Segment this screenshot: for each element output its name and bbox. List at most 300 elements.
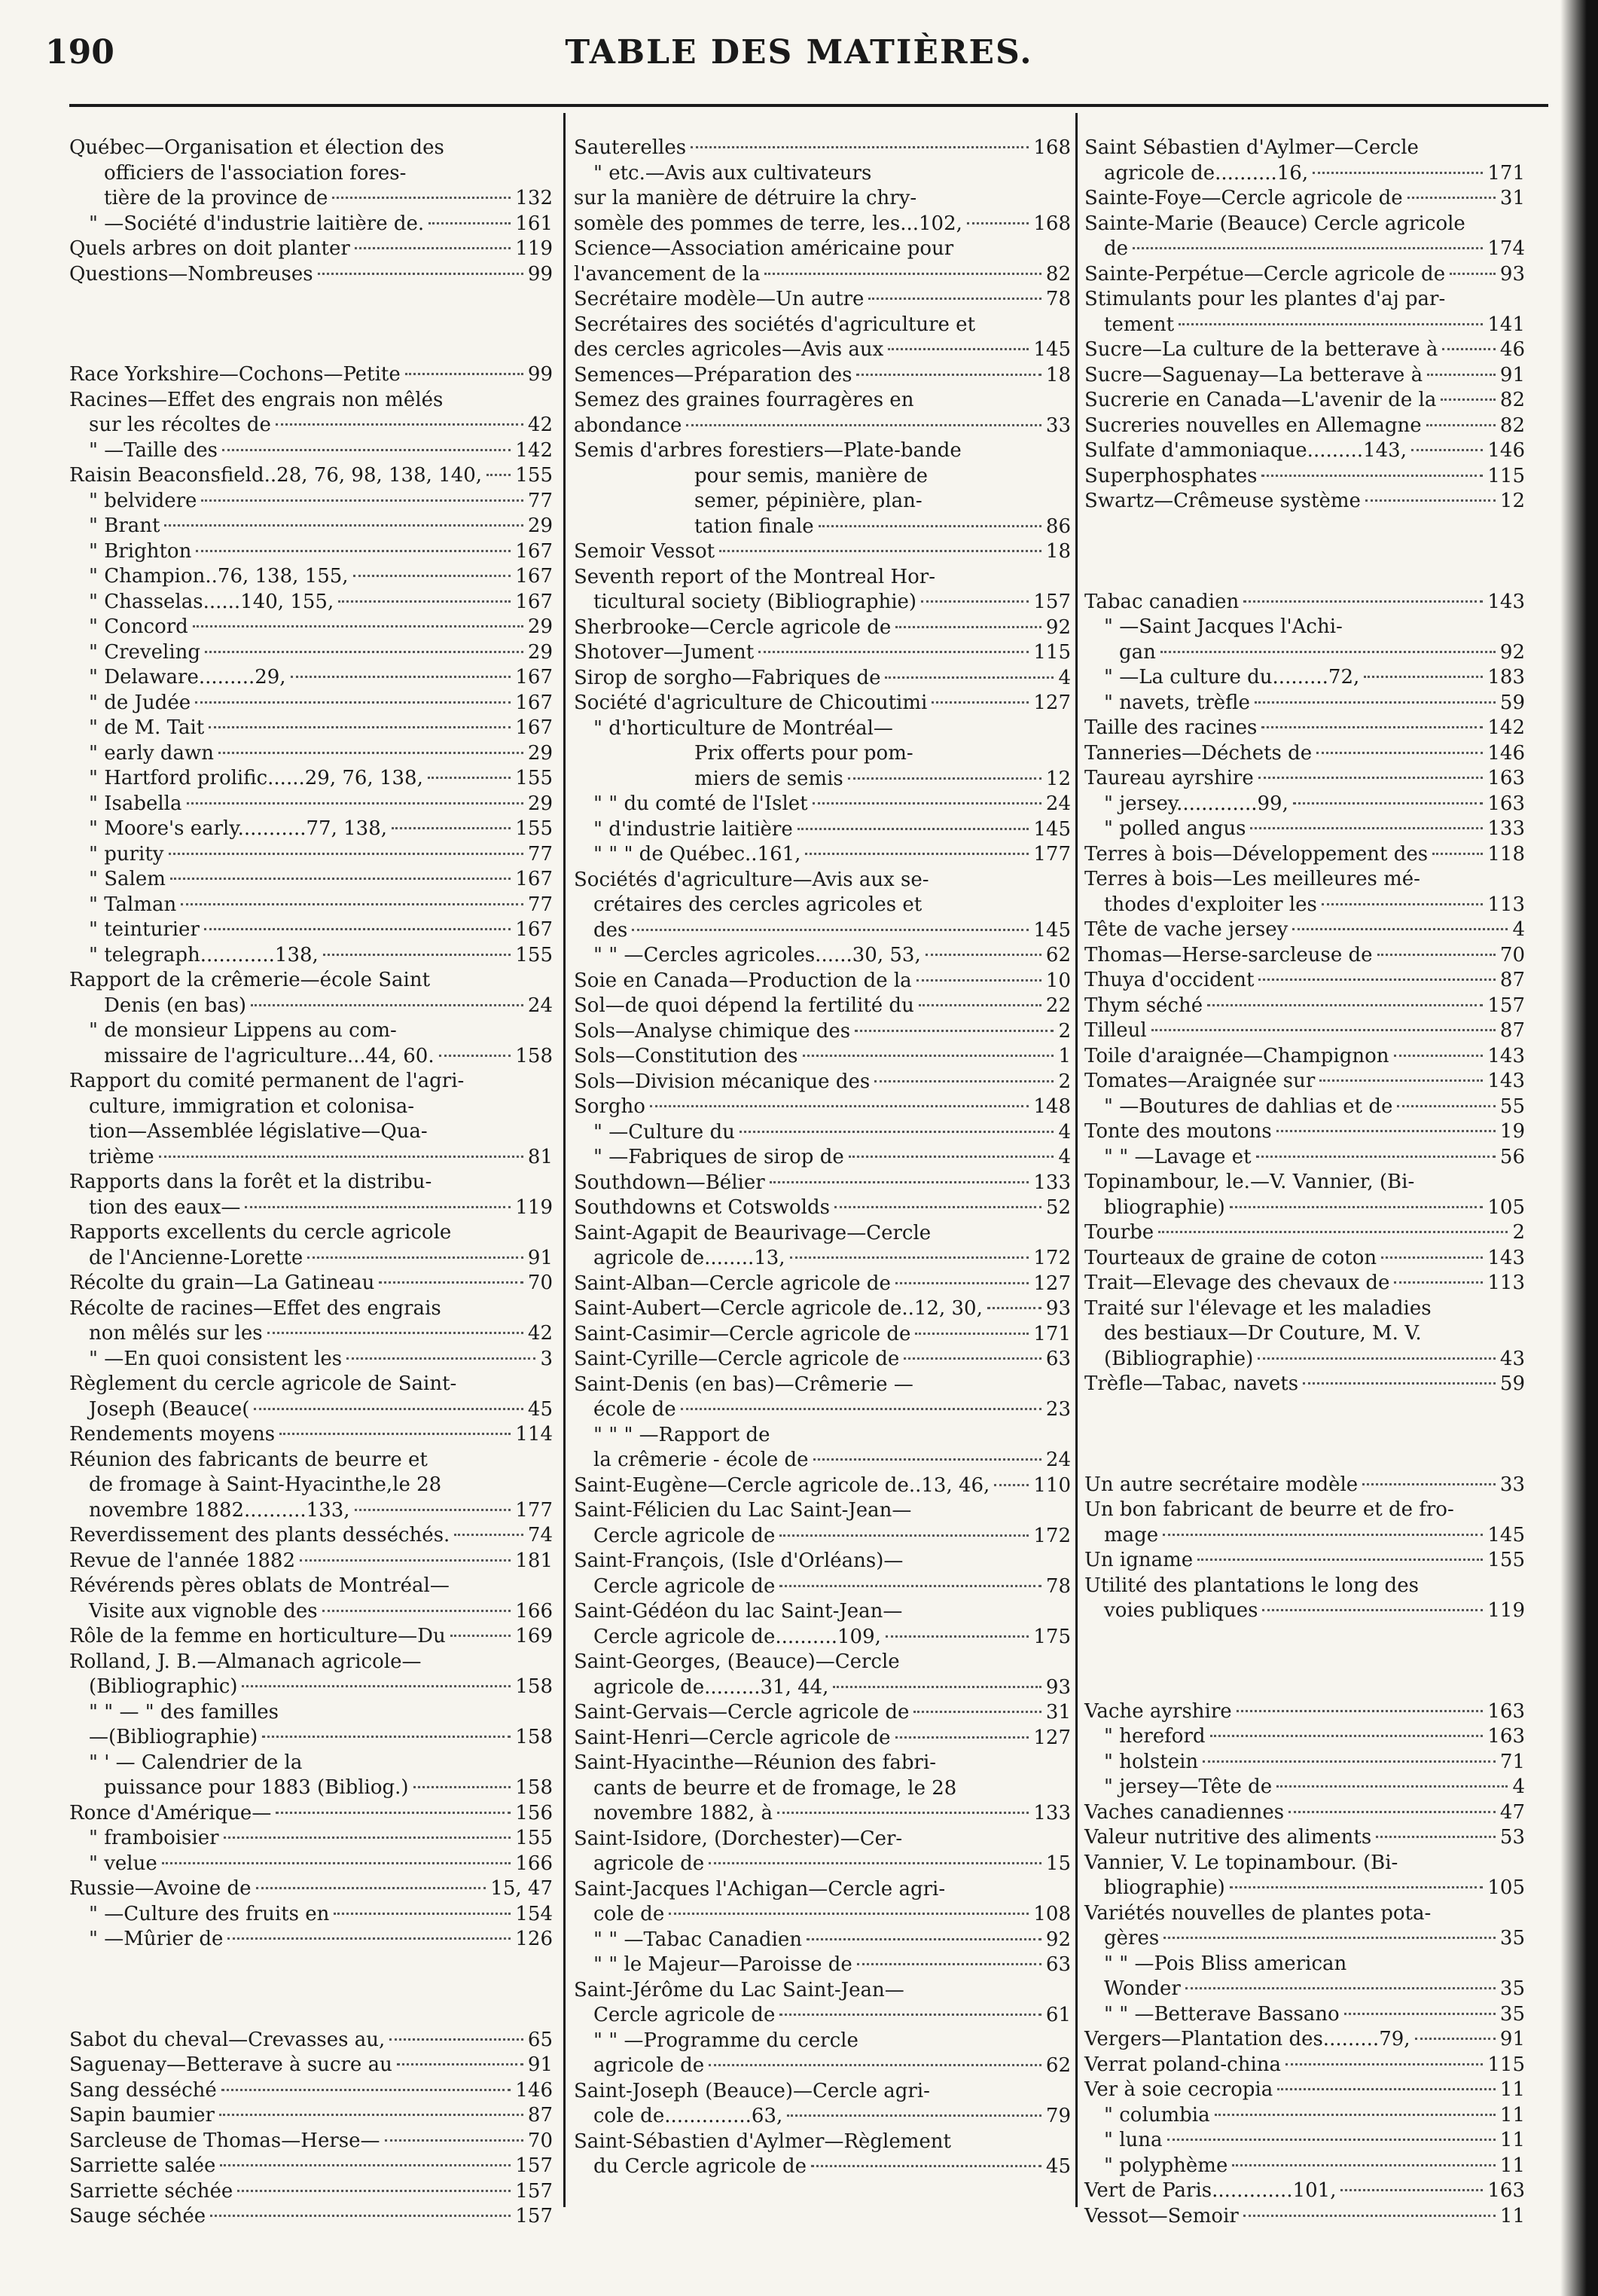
dot-leader	[1415, 2038, 1496, 2040]
entry-text: Sucreries nouvelles en Allemagne	[1084, 414, 1422, 437]
entry-text: bliographie)	[1104, 1195, 1225, 1219]
dot-leader	[1250, 827, 1483, 829]
entry-text: " " " —Rapport de	[593, 1423, 770, 1446]
entry-text: Rôle de la femme en horticulture—Du	[69, 1625, 446, 1647]
index-entry	[1084, 968, 1525, 994]
dot-leader	[1365, 499, 1496, 502]
entry-text: " —Mûrier de	[89, 1928, 224, 1950]
index-entry	[1084, 1598, 1525, 1624]
dot-leader	[813, 802, 1041, 805]
index-entry	[574, 1498, 1071, 1524]
entry-text: Saint-Hyacinthe—Réunion des fabri-	[574, 1751, 937, 1774]
entry-text: " velue	[89, 1852, 157, 1875]
page-reference: 146	[1487, 741, 1525, 765]
page-reference: 29	[527, 741, 553, 765]
index-entry	[1084, 438, 1525, 464]
page-reference: 92	[1045, 1928, 1071, 1951]
dot-leader	[164, 524, 523, 527]
page-reference: 110	[1033, 1473, 1071, 1497]
index-entry	[574, 943, 1071, 969]
dot-leader	[1256, 1156, 1496, 1158]
entry-text: Terres à bois—Les meilleures mé-	[1084, 868, 1420, 890]
entry-text: " polled angus	[1104, 817, 1246, 840]
page-reference: 105	[1487, 1195, 1525, 1219]
page-reference: 127	[1033, 692, 1071, 714]
index-entry	[69, 1448, 553, 1473]
index-entry	[1084, 212, 1525, 237]
page-reference: 82	[1499, 414, 1525, 437]
entry-text: (Bibliographic)	[89, 1675, 238, 1698]
page-reference: 18	[1045, 363, 1071, 386]
section-gap	[1084, 1624, 1525, 1699]
entry-text: des cercles agricoles—Avis aux	[574, 338, 884, 361]
page-reference: 145	[1033, 338, 1071, 361]
entry-text: Secrétaire modèle—Un autre	[574, 288, 865, 310]
index-entry	[69, 2078, 553, 2104]
page-reference: 127	[1033, 1726, 1071, 1749]
dot-leader	[209, 726, 511, 728]
page-reference: 167	[515, 539, 553, 563]
dot-leader	[1362, 1483, 1496, 1485]
entry-text: Raisin Beaconsfield..28, 76, 98, 138, 140,	[69, 464, 483, 487]
dot-leader	[1411, 449, 1483, 451]
dot-leader	[1167, 2139, 1496, 2141]
index-entry	[1084, 388, 1525, 414]
dot-leader	[787, 2114, 1041, 2117]
entry-text: la crêmerie - école de	[593, 1449, 809, 1471]
entry-text: —(Bibliographie)	[89, 1726, 258, 1748]
entry-text: Thym séché	[1084, 994, 1203, 1017]
page-reference: 167	[515, 565, 553, 588]
entry-text: Saint-François, (Isle d'Orléans)—	[574, 1549, 904, 1572]
entry-text: Tanneries—Déchets de	[1084, 741, 1313, 765]
index-entry	[69, 1902, 553, 1928]
entry-text: Rapports dans la forêt et la distribu-	[69, 1171, 432, 1193]
entry-text: Sang desséché	[69, 2078, 217, 2102]
index-entry	[69, 2028, 553, 2053]
page-reference: 43	[1499, 1347, 1525, 1370]
index-entry	[574, 868, 1071, 893]
entry-text: des	[593, 918, 628, 942]
dot-leader	[913, 1711, 1041, 1713]
page-reference: 63	[1045, 1348, 1071, 1370]
entry-text: Révérends pères oblats de Montréal—	[69, 1574, 450, 1597]
dot-leader	[291, 676, 511, 678]
page-reference: 70	[527, 1272, 553, 1294]
dot-leader	[276, 423, 523, 426]
dot-leader	[428, 777, 511, 779]
index-entry	[574, 792, 1071, 817]
entry-text: mage	[1104, 1523, 1159, 1546]
index-entry	[574, 1625, 1071, 1650]
dot-leader	[1163, 1937, 1496, 1939]
dot-leader	[170, 878, 511, 880]
index-entry	[1084, 1246, 1525, 1272]
dot-leader	[833, 1686, 1041, 1688]
index-entry	[574, 1726, 1071, 1751]
entry-text: Vessot—Semoir	[1084, 2204, 1239, 2227]
dot-leader	[1376, 1836, 1496, 1838]
page-reference: 18	[1045, 540, 1071, 563]
index-entry	[574, 514, 1071, 540]
dot-leader	[691, 146, 1029, 148]
index-entry	[1084, 186, 1525, 212]
entry-text: Sucre—Saguenay—La betterave à	[1084, 363, 1423, 386]
dot-leader	[1210, 1735, 1484, 1737]
dot-leader	[389, 2038, 523, 2041]
entry-text: Utilité des plantations le long des	[1084, 1574, 1419, 1597]
page-reference: 53	[1499, 1826, 1525, 1849]
dot-leader	[1258, 1357, 1496, 1360]
entry-text: Russie—Avoine de	[69, 1877, 252, 1900]
page-reference: 92	[1045, 615, 1071, 639]
page-reference: 11	[1499, 2204, 1525, 2227]
index-entry	[1084, 1498, 1525, 1523]
index-entry	[1084, 1220, 1525, 1246]
index-entry	[69, 1473, 553, 1498]
entry-text: " early dawn	[89, 741, 214, 765]
index-entry	[1084, 1145, 1525, 1171]
dot-leader	[245, 1206, 511, 1208]
index-entry	[1084, 1296, 1525, 1322]
entry-text: Sauge séchée	[69, 2205, 206, 2227]
entry-text: Sirop de sorgho—Fabriques de	[574, 666, 881, 689]
entry-text: Secrétaires des sociétés d'agriculture et	[574, 313, 976, 336]
entry-text: Saint-Cyrille—Cercle agricole de	[574, 1348, 900, 1370]
entry-text: thodes d'exploiter les	[1104, 893, 1317, 916]
entry-text: Saint-Isidore, (Dorchester)—Cer-	[574, 1827, 903, 1850]
entry-text: Récolte de racines—Effet des engrais	[69, 1296, 441, 1320]
index-entry	[1084, 337, 1525, 363]
dot-leader	[227, 1937, 511, 1940]
page-reference: 142	[515, 438, 553, 462]
entry-text: Terres à bois—Développement des	[1084, 842, 1429, 866]
entry-text: " Concord	[89, 615, 188, 638]
dot-leader	[1381, 1256, 1483, 1259]
page-reference: 167	[515, 691, 553, 714]
entry-text: Saint-Casimir—Cercle agricole de	[574, 1322, 911, 1345]
entry-text: Cercle agricole de	[593, 2004, 776, 2026]
page-reference: 166	[515, 1599, 553, 1623]
index-entry	[574, 1095, 1071, 1120]
entry-text: " " du comté de l'Islet	[593, 792, 808, 815]
dot-leader	[221, 2089, 511, 2091]
dot-leader	[1303, 1382, 1496, 1385]
index-entry	[1084, 1876, 1525, 1901]
index-entry	[574, 2154, 1071, 2180]
page-reference: 42	[527, 1322, 553, 1345]
index-entry	[69, 1599, 553, 1625]
page-reference: 113	[1487, 1272, 1525, 1294]
index-entry	[1084, 464, 1525, 490]
entry-text: Race Yorkshire—Cochons—Petite	[69, 363, 401, 386]
dot-leader	[428, 222, 511, 224]
dot-leader	[204, 928, 511, 930]
page-reference: 99	[527, 363, 553, 386]
entry-text: " columbia	[1104, 2103, 1210, 2127]
page-reference: 163	[1487, 1699, 1525, 1723]
entry-text: Sols—Division mécanique des	[574, 1070, 871, 1093]
index-entry	[69, 842, 553, 868]
index-entry	[574, 1700, 1071, 1726]
entry-text: " " — " des familles	[89, 1700, 279, 1724]
dot-leader	[895, 1736, 1029, 1739]
page-reference: 87	[1499, 969, 1525, 991]
page-reference: 4	[1058, 1146, 1071, 1168]
page-reference: 93	[1499, 262, 1525, 285]
section-gap	[69, 287, 553, 362]
entry-text: Rapport du comité permanent de l'agri-	[69, 1070, 465, 1092]
index-entry	[574, 1296, 1071, 1322]
index-entry	[69, 968, 553, 994]
index-entry	[574, 994, 1071, 1019]
index-entry	[1084, 917, 1525, 943]
entry-text: " de M. Tait	[89, 716, 205, 739]
index-entry	[69, 2179, 553, 2205]
dot-leader	[210, 2215, 511, 2217]
column-divider	[1075, 113, 1078, 2207]
entry-text: Taille des racines	[1084, 716, 1258, 739]
dot-leader	[1215, 2114, 1496, 2116]
entry-text: " " —Lavage et	[1104, 1145, 1252, 1168]
index-entry	[574, 136, 1071, 161]
page-reference: 172	[1033, 1524, 1071, 1547]
index-entry	[574, 1801, 1071, 1827]
dot-leader	[1442, 348, 1496, 350]
index-entry	[1084, 1825, 1525, 1851]
column-divider	[563, 113, 566, 2207]
entry-text: Trèfle—Tabac, navets	[1084, 1372, 1299, 1395]
entry-text: cole de..............63,	[593, 2105, 783, 2127]
dot-leader	[779, 2014, 1041, 2016]
entry-text: " belvidere	[89, 489, 197, 512]
entry-text: Tabac canadien	[1084, 590, 1240, 613]
index-entry	[69, 489, 553, 514]
index-entry	[69, 514, 553, 539]
dot-leader	[276, 1812, 511, 1814]
page-reference: 19	[1499, 1120, 1525, 1143]
entry-text: Saint-Aubert—Cercle agricole de..12, 30,	[574, 1297, 983, 1320]
entry-text: " —Boutures de dahlias et de	[1104, 1095, 1393, 1118]
entry-text: " Hartford prolific......29, 76, 138,	[89, 767, 423, 789]
index-entry	[574, 262, 1071, 288]
index-entry	[69, 1574, 553, 1599]
index-entry	[574, 691, 1071, 716]
dot-leader	[1340, 2189, 1483, 2191]
entry-text: Vannier, V. Le topinambour. (Bi-	[1084, 1851, 1398, 1874]
index-entry	[574, 1549, 1071, 1574]
dot-leader	[1230, 1206, 1484, 1208]
dot-leader	[1207, 1004, 1483, 1006]
index-entry	[1084, 1170, 1525, 1195]
dot-leader	[848, 777, 1041, 780]
entry-text: Traité sur l'élevage et les maladies	[1084, 1296, 1432, 1320]
dot-leader	[338, 600, 511, 603]
entry-text: Réunion des fabricants de beurre et	[69, 1448, 428, 1471]
entry-text: Semis d'arbres forestiers—Plate-bande	[574, 439, 962, 462]
page-reference: 29	[527, 640, 553, 664]
dot-leader	[220, 2164, 511, 2166]
index-entry	[574, 741, 1071, 767]
index-entry	[574, 1473, 1071, 1499]
page-reference: 63	[1045, 1953, 1071, 1976]
page-reference: 4	[1058, 666, 1071, 689]
index-entry	[1084, 1926, 1525, 1952]
entry-text: Vergers—Plantation des.........79,	[1084, 2028, 1410, 2050]
entry-text: du Cercle agricole de	[593, 2155, 807, 2178]
page-reference: 91	[1499, 2028, 1525, 2050]
index-entry	[69, 1044, 553, 1070]
index-entry	[1084, 136, 1525, 161]
index-entry	[574, 1070, 1071, 1095]
page-reference: 31	[1499, 187, 1525, 209]
entry-text: " framboisier	[89, 1827, 219, 1849]
entry-text: Variétés nouvelles de plantes pota-	[1084, 1901, 1432, 1925]
index-entry	[69, 438, 553, 464]
page-reference: 115	[1487, 464, 1525, 487]
page-reference: 155	[515, 767, 553, 789]
page-reference: 158	[515, 1776, 553, 1799]
index-entry	[574, 1574, 1071, 1600]
index-entry	[69, 237, 553, 262]
dot-leader	[1277, 2088, 1496, 2090]
dot-leader	[193, 625, 523, 627]
index-column-middle	[574, 136, 1071, 2185]
page-reference: 29	[527, 792, 553, 815]
index-entry	[574, 212, 1071, 237]
index-entry	[1084, 766, 1525, 792]
index-entry	[574, 1524, 1071, 1549]
index-entry	[574, 1902, 1071, 1928]
entry-text: " luna	[1104, 2129, 1163, 2151]
page-reference: 114	[515, 1423, 553, 1446]
index-entry	[69, 2154, 553, 2179]
dot-leader	[1394, 1281, 1483, 1284]
page-reference: 115	[1033, 641, 1071, 664]
index-entry	[69, 1826, 553, 1852]
dot-leader	[1313, 172, 1483, 174]
index-entry	[574, 388, 1071, 414]
index-entry	[1084, 842, 1525, 868]
page-number: 190	[45, 33, 114, 72]
index-entry	[69, 2129, 553, 2154]
entry-text: Ronce d'Amérique—	[69, 1801, 272, 1824]
entry-text: Shotover—Jument	[574, 641, 755, 664]
index-entry	[1084, 2103, 1525, 2129]
entry-text: de l'Ancienne-Lorette	[89, 1246, 303, 1269]
page-reference: 143	[1487, 1070, 1525, 1092]
page-reference: 15, 47	[490, 1877, 553, 1900]
page-reference: 12	[1045, 767, 1071, 790]
page-reference: 92	[1499, 640, 1525, 664]
dot-leader	[1394, 1055, 1484, 1057]
index-entry	[1084, 237, 1525, 262]
entry-text: agricole de.........31, 44,	[593, 1675, 829, 1699]
dot-leader	[807, 1938, 1041, 1940]
dot-leader	[632, 929, 1029, 931]
entry-text: Cercle agricole de	[593, 1524, 776, 1547]
page-reference: 77	[527, 489, 553, 512]
page-reference: 29	[527, 514, 553, 537]
page-reference: 142	[1487, 716, 1525, 739]
dot-leader	[811, 2165, 1041, 2167]
entry-text: Saint-Sébastien d'Aylmer—Règlement	[574, 2130, 951, 2153]
dot-leader	[1364, 676, 1483, 678]
index-entry	[574, 539, 1071, 565]
page-reference: 31	[1045, 1701, 1071, 1724]
index-entry	[574, 1322, 1071, 1348]
page-reference: 119	[515, 1195, 553, 1219]
entry-text: Tête de vache jersey	[1084, 918, 1288, 941]
dot-leader	[709, 1862, 1041, 1864]
entry-text: sur la manière de détruire la chry-	[574, 187, 917, 209]
page-reference: 157	[1033, 591, 1071, 613]
entry-text: Tourbe	[1084, 1221, 1154, 1244]
page-reference: 2	[1058, 1019, 1071, 1043]
dot-leader	[805, 853, 1029, 855]
entry-text: Un autre secrétaire modèle	[1084, 1473, 1359, 1496]
index-entry	[69, 1069, 553, 1095]
page-reference: 87	[1499, 1019, 1525, 1042]
entry-text: Visite aux vignoble des	[89, 1599, 318, 1623]
page-reference: 12	[1499, 490, 1525, 512]
dot-leader	[300, 1559, 511, 1562]
entry-text: de fromage à Saint-Hyacinthe,le 28	[89, 1473, 442, 1496]
entry-text: Taureau ayrshire	[1084, 767, 1254, 789]
entry-text: Quels arbres on doit planter	[69, 237, 350, 260]
dot-leader	[450, 1635, 511, 1637]
dot-leader	[181, 903, 523, 905]
dot-leader	[486, 474, 511, 476]
dot-leader	[1255, 701, 1496, 704]
entry-text: de	[1104, 237, 1129, 260]
page-reference: 167	[515, 868, 553, 890]
entry-text: Sainte-Perpétue—Cercle agricole de	[1084, 262, 1446, 285]
entry-text: " " le Majeur—Paroisse de	[593, 1953, 852, 1976]
page-reference: 145	[1033, 817, 1071, 841]
dot-leader	[454, 1534, 523, 1536]
index-entry	[69, 1296, 553, 1322]
entry-text: " etc.—Avis aux cultivateurs	[593, 161, 872, 185]
page-reference: 156	[515, 1801, 553, 1824]
page-reference: 167	[515, 666, 553, 688]
dot-leader	[222, 449, 511, 451]
entry-text: agricole de..........16,	[1104, 161, 1309, 185]
page-reference: 4	[1512, 1775, 1525, 1798]
entry-text: Saint-Georges, (Beauce)—Cercle	[574, 1650, 900, 1673]
index-entry	[69, 590, 553, 615]
entry-text: " teinturier	[89, 918, 200, 941]
entry-text: tion des eaux—	[89, 1195, 241, 1219]
entry-text: " " —Pois Bliss american	[1104, 1952, 1347, 1975]
entry-text: " —Fabriques de sirop de	[593, 1146, 844, 1168]
index-entry	[1084, 287, 1525, 313]
page-reference: 168	[1033, 136, 1071, 159]
entry-text: " —La culture du.........72,	[1104, 666, 1360, 688]
dot-leader	[758, 651, 1029, 653]
dot-leader	[162, 1862, 511, 1864]
dot-leader	[1163, 1534, 1483, 1536]
entry-text: Toile d'araignée—Champignon	[1084, 1044, 1389, 1067]
entry-text: Swartz—Crêmeuse système	[1084, 490, 1361, 512]
index-entry	[1084, 161, 1525, 187]
page-reference: 157	[1487, 994, 1525, 1017]
entry-text: " de monsieur Lippens au com-	[89, 1019, 397, 1042]
index-entry	[1084, 1195, 1525, 1221]
entry-text: Tomates—Araignée sur	[1084, 1070, 1316, 1092]
index-entry	[574, 1272, 1071, 1297]
index-entry	[69, 1347, 553, 1372]
